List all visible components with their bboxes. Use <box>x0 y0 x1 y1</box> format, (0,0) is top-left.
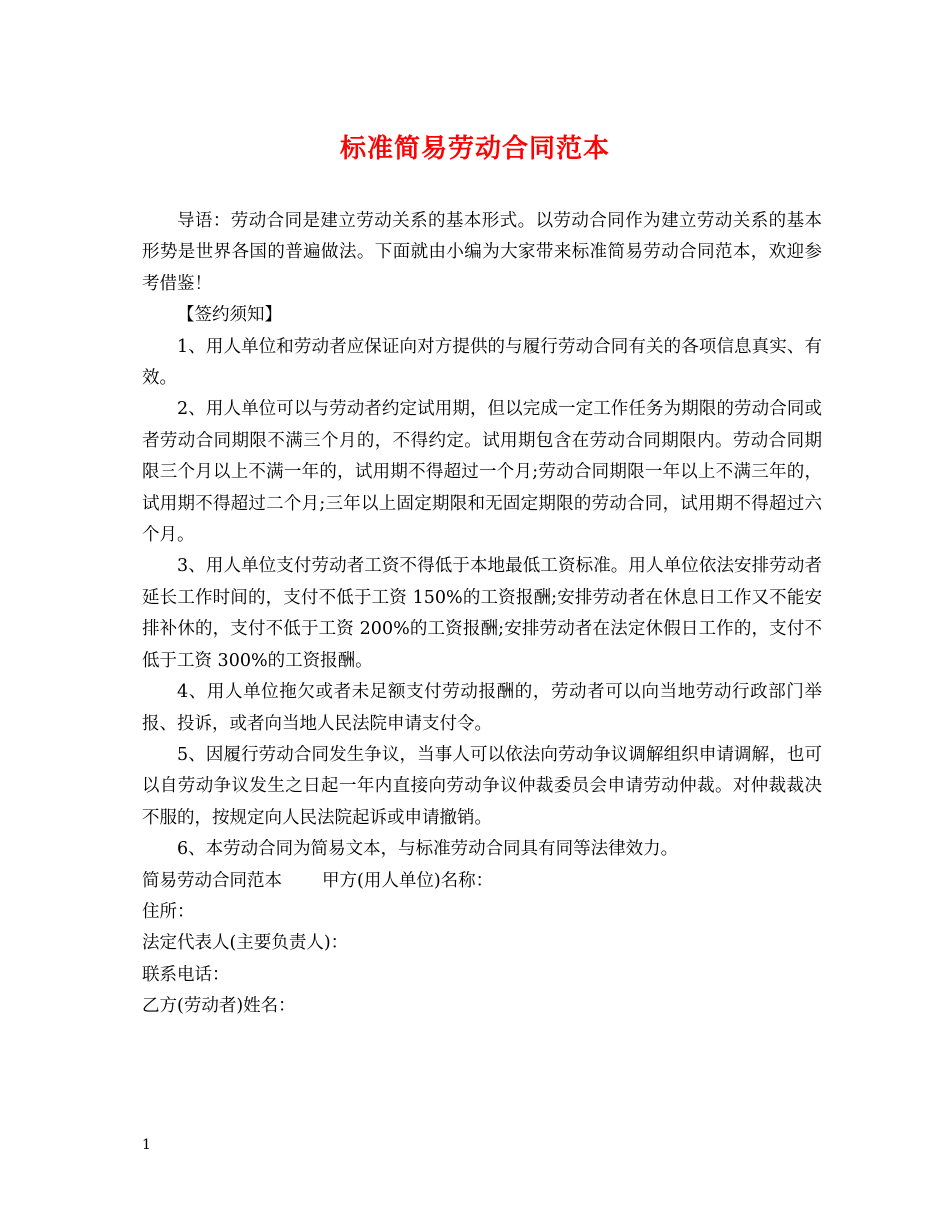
party-a-name-label: 甲方(用人单位)名称： <box>322 870 494 891</box>
legal-rep-field-label: 法定代表人(主要负责人)： <box>142 933 349 954</box>
section-heading: 【签约须知】 <box>177 305 282 326</box>
notice-item-6: 6、本劳动合同为简易文本，与标准劳动合同具有同等法律效力。 <box>177 839 679 860</box>
document-title: 标准简易劳动合同范本 <box>339 134 610 164</box>
page-number: 1 <box>142 1137 151 1153</box>
address-field-label: 住所： <box>142 901 195 922</box>
contract-header-line <box>142 866 822 897</box>
intro-paragraph: 导语：劳动合同是建立劳动关系的基本形式。以劳动合同作为建立劳动关系的基本形势是世界各国的普遍做法。下面就由小编为大家带来标准简易劳动合同范本，欢迎参考借鉴！ <box>142 211 822 294</box>
contract-label: 简易劳动合同范本 <box>142 870 282 891</box>
notice-item-4: 4、用人单位拖欠或者未足额支付劳动报酬的，劳动者可以向当地劳动行政部门举报、投诉，或者向当地人民法院申请支付令。 <box>142 682 822 734</box>
notice-item-3: 3、用人单位支付劳动者工资不得低于本地最低工资标准。用人单位依法安排劳动者延长工作时间的，支付不低于工资 150%的工资报酬;安排劳动者在休息日工作又不能安排补休的，支付不低于工资 200%的工资报酬;安排劳动者在法定休假日工作的，支付不低于工资 300%的工资报酬。 <box>142 556 822 671</box>
phone-field-label: 联系电话： <box>142 964 230 985</box>
party-b-name-field-label: 乙方(劳动者)姓名： <box>142 996 296 1017</box>
notice-item-1: 1、用人单位和劳动者应保证向对方提供的与履行劳动合同有关的各项信息真实、有效。 <box>142 336 822 389</box>
document-body <box>142 206 822 1023</box>
notice-item-2: 2、用人单位可以与劳动者约定试用期，但以完成一定工作任务为期限的劳动合同或者劳动合同期限不满三个月的，不得约定。试用期包含在劳动合同期限内。劳动合同期限三个月以上不满一年的，试用期不得超过一个月;劳动合同期限一年以上不满三年的，试用期不得超过二个月;三年以上固定期限和无固定期限的劳动合同，试用期不得超过六个月。 <box>142 399 822 546</box>
notice-item-5: 5、因履行劳动合同发生争议，当事人可以依法向劳动争议调解组织申请调解，也可以自劳动争议发生之日起一年内直接向劳动争议仲裁委员会申请劳动仲裁。对仲裁裁决不服的，按规定向人民法院起诉或申请撤销。 <box>142 744 822 828</box>
